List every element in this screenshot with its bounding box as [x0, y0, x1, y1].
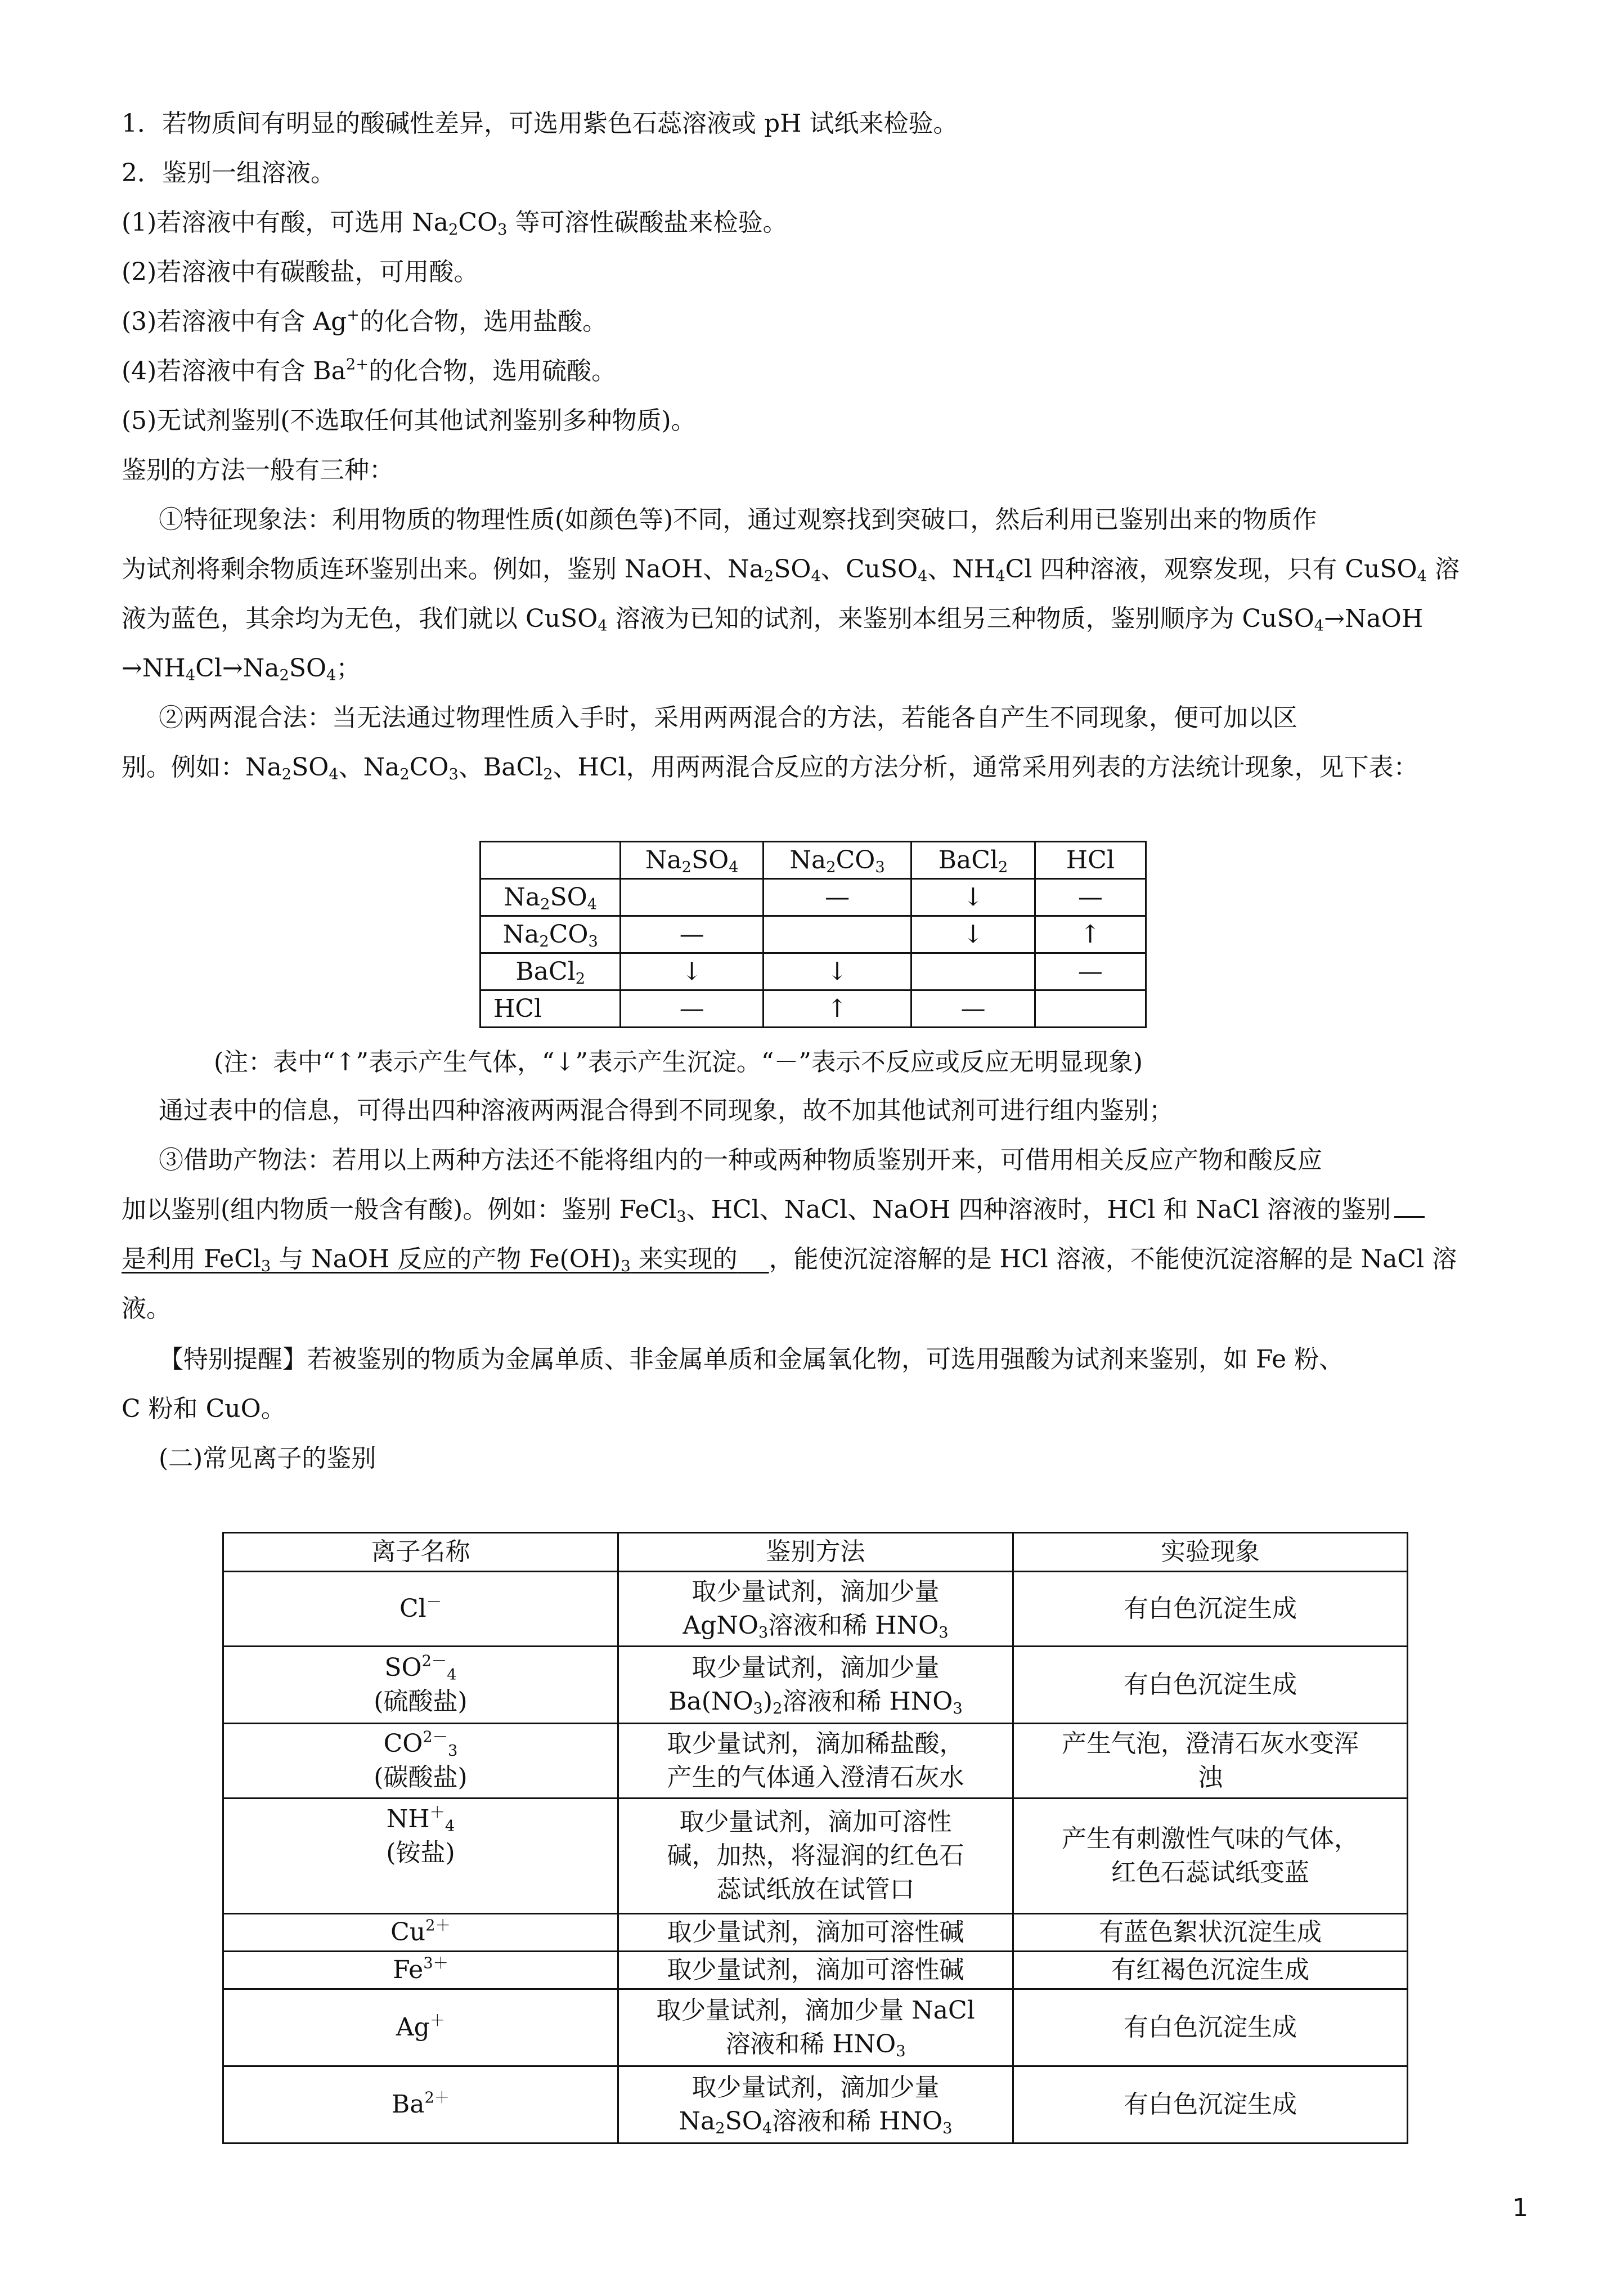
- text-fragment: HCl: [493, 994, 542, 1023]
- text-fragment: 、BaCl: [458, 753, 544, 782]
- result-cell: [1013, 1724, 1408, 1799]
- subscript: 3: [447, 1742, 458, 1760]
- text-fragment: Ag: [396, 2013, 430, 2042]
- table-row: [223, 1724, 1408, 1799]
- superscript: ＋: [429, 1804, 445, 1822]
- item-4: [122, 347, 1528, 396]
- result-cell: 有白色沉淀生成: [1013, 1989, 1408, 2066]
- text-fragment: Cl→Na: [195, 654, 280, 683]
- method-cell: [618, 1647, 1013, 1724]
- method-3-line-3: [122, 1235, 1528, 1284]
- subscript: 4: [587, 895, 598, 913]
- subscript: 4: [185, 666, 196, 684]
- subscript: 2: [681, 858, 691, 876]
- superscript: +: [347, 306, 360, 324]
- underline-blank: [1394, 1210, 1425, 1218]
- text: ③借助产物法：若用以上两种方法还不能将组内的一种或两种物质鉴别开来，可借用相关反应产物和酸反应: [159, 1146, 1322, 1174]
- method-3-line-1: [159, 1136, 1565, 1185]
- table-note: (注：表中“↑”表示产生气体，“↓”表示产生沉淀。“－”表示不反应或反应无明显现象): [214, 1048, 1143, 1077]
- paragraph-conclusion: [159, 1086, 1565, 1136]
- table-cell: —: [1035, 953, 1146, 990]
- method-3-line-4: [122, 1284, 1528, 1334]
- text-fragment: Cl 四种溶液，观察发现，只有 CuSO: [1005, 555, 1417, 584]
- text-fragment: 产生气泡，澄清石灰水变浑: [1062, 1729, 1359, 1758]
- text-fragment: 取少量试剂，滴加少量: [691, 2073, 940, 2102]
- subscript: 3: [588, 932, 598, 950]
- result-cell: 有白色沉淀生成: [1013, 1647, 1408, 1724]
- subscript: 3: [676, 1208, 686, 1226]
- subscript: 4: [762, 2119, 773, 2137]
- text: ①特征现象法：利用物质的物理性质(如颜色等)不同，通过观察找到突破口，然后利用已鉴别出来的物质作: [159, 505, 1317, 534]
- subscript: 3: [896, 2042, 906, 2060]
- item-3: [122, 297, 1528, 347]
- subscript: 3: [753, 1699, 763, 1717]
- text-fragment: SO: [291, 753, 329, 782]
- method-cell: [618, 2066, 1013, 2143]
- text-fragment: 溶: [1426, 555, 1460, 584]
- text: 液。: [122, 1294, 171, 1323]
- paragraph-2: [122, 149, 1528, 198]
- text-fragment: (碳酸盐): [374, 1763, 468, 1792]
- subscript: 3: [758, 1624, 769, 1642]
- text-fragment: 与 NaOH 反应的产物 Fe(OH): [271, 1245, 621, 1273]
- text-fragment: 为试剂将剩余物质连环鉴别出来。例如，鉴别 NaOH、Na: [122, 555, 764, 584]
- ion-cell: [223, 2066, 618, 2143]
- table-row: [223, 1952, 1408, 1989]
- text-fragment: ): [762, 1687, 773, 1716]
- text-fragment: 取少量试剂，滴加少量: [691, 1577, 940, 1606]
- special-note-line-2: [122, 1384, 1528, 1434]
- table-cell: —: [763, 879, 911, 916]
- subscript: 4: [1417, 567, 1427, 585]
- text-fragment: CO: [549, 920, 589, 949]
- text-fragment: Cl: [399, 1594, 426, 1623]
- text-fragment: SO: [774, 555, 811, 584]
- text: 的化合物，选用盐酸。: [360, 307, 608, 336]
- methods-intro: [122, 446, 1528, 495]
- table-cell: ↓: [763, 953, 911, 990]
- subscript: 2: [539, 932, 549, 950]
- text-fragment: 别。例如：Na: [122, 753, 282, 782]
- table-cell: ↓: [911, 916, 1035, 953]
- page-number: 1: [1512, 2194, 1528, 2222]
- text-fragment: 产生的气体通入澄清石灰水: [667, 1763, 964, 1792]
- text-fragment: SO: [384, 1653, 422, 1682]
- text: 的化合物，选用硫酸。: [369, 357, 617, 385]
- text-fragment: BaCl: [938, 845, 998, 875]
- table-row: [223, 2066, 1408, 2143]
- method-1-line-3: [122, 594, 1528, 644]
- method-1-line-2: [122, 545, 1528, 594]
- ion-cell: [223, 1572, 618, 1647]
- text-fragment: SO: [550, 882, 587, 912]
- superscript: 2＋: [425, 1917, 451, 1935]
- item-2: [122, 248, 1528, 297]
- subscript: 2: [764, 567, 774, 585]
- text-fragment: Na: [504, 882, 541, 912]
- ion-cell: [223, 1952, 618, 1989]
- subscript: 4: [444, 1817, 455, 1835]
- text-fragment: →NH: [122, 654, 186, 683]
- text-fragment: 蕊试纸放在试管口: [716, 1875, 915, 1904]
- subscript: 4: [729, 858, 739, 876]
- subscript: 4: [811, 567, 821, 585]
- subscript: 3: [621, 1257, 631, 1275]
- ion-cell: [223, 1989, 618, 2066]
- text: ②两两混合法：当无法通过物理性质入手时，采用两两混合的方法，若能各自产生不同现象，便可加以区: [159, 703, 1297, 732]
- text-fragment: 取少量试剂，滴加稀盐酸，: [667, 1729, 964, 1758]
- text-fragment: Na: [789, 845, 827, 875]
- text: (2)若溶液中有碳酸盐，可用酸。: [122, 258, 479, 286]
- subscript: 3: [942, 2119, 953, 2137]
- table-row: [481, 879, 1146, 916]
- row-header: [481, 879, 621, 916]
- method-2-line-2: [122, 743, 1528, 792]
- subscript: 2: [448, 221, 459, 239]
- text: (3)若溶液中有含 Ag: [122, 307, 347, 336]
- text-fragment: Ba(NO: [668, 1687, 753, 1716]
- text-fragment: 溶液和稀 HNO: [772, 2107, 943, 2136]
- text-fragment: 、NH: [927, 555, 996, 584]
- table-cell: [763, 916, 911, 953]
- ion-table: [222, 1532, 1408, 2144]
- text-fragment: CO: [409, 753, 449, 782]
- ion-cell: [223, 1914, 618, 1952]
- text: (4)若溶液中有含 Ba: [122, 357, 346, 385]
- text: (5)无试剂鉴别(不选取任何其他试剂鉴别多种物质)。: [122, 406, 696, 435]
- text-fragment: 、CuSO: [820, 555, 918, 584]
- item-1: [122, 198, 1528, 248]
- text-fragment: 取少量试剂，滴加少量: [691, 1653, 940, 1682]
- text-fragment: →NaOH: [1324, 604, 1424, 633]
- table-cell: —: [621, 916, 763, 953]
- text-fragment: Na: [679, 2107, 716, 2136]
- column-header: [763, 842, 911, 879]
- text-fragment: SO: [691, 845, 729, 875]
- table-row: [223, 1914, 1408, 1952]
- superscript: ＋: [429, 2012, 446, 2030]
- text: 通过表中的信息，可得出四种溶液两两混合得到不同现象，故不加其他试剂可进行组内鉴别；: [159, 1096, 1174, 1125]
- subscript: 2: [998, 858, 1008, 876]
- subscript: 3: [953, 1699, 963, 1717]
- row-header: [481, 990, 621, 1028]
- method-1-line-4: [122, 644, 1528, 693]
- subscript: 2: [281, 765, 292, 783]
- table-cell: ↓: [621, 953, 763, 990]
- subscript: 3: [497, 221, 508, 239]
- method-cell: [618, 1572, 1013, 1647]
- table-row: [481, 990, 1146, 1028]
- text: 【特别提醒】若被鉴别的物质为金属单质、非金属单质和金属氧化物，可选用强酸为试剂来鉴别，如 Fe 粉、: [159, 1345, 1344, 1374]
- table-row: [223, 1989, 1408, 2066]
- text: CO: [458, 208, 498, 237]
- ion-cell: [223, 1647, 618, 1724]
- method-cell: 取少量试剂，滴加可溶性碱: [618, 1952, 1013, 1989]
- paragraph-1: [122, 99, 1528, 149]
- table-row: [481, 953, 1146, 990]
- text-fragment: 溶液和稀 HNO: [768, 1611, 939, 1640]
- text-fragment: 、Na: [338, 753, 400, 782]
- table-row: [223, 1799, 1408, 1914]
- column-header: 实验现象: [1013, 1533, 1408, 1572]
- result-cell: 有蓝色絮状沉淀生成: [1013, 1914, 1408, 1952]
- subscript: 4: [918, 567, 928, 585]
- text-fragment: BaCl: [515, 957, 576, 986]
- text-fragment: 浊: [1198, 1763, 1223, 1792]
- ion-cell: [223, 1799, 618, 1914]
- text-fragment: 产生有刺激性气味的气体，: [1062, 1824, 1359, 1853]
- table-cell: [911, 953, 1035, 990]
- mixing-table: [479, 841, 1147, 1028]
- table-cell: [621, 879, 763, 916]
- table-corner-cell: [481, 842, 621, 879]
- subscript: 4: [1314, 617, 1324, 635]
- text: 等可溶性碳酸盐来检验。: [507, 208, 788, 237]
- subscript: 4: [329, 765, 339, 783]
- table-cell: ↓: [911, 879, 1035, 916]
- table-cell: ↑: [1035, 916, 1146, 953]
- text-fragment: 取少量试剂，滴加少量 NaCl: [656, 1996, 975, 2025]
- method-1-line-1: [159, 495, 1565, 545]
- text-fragment: AgNO: [682, 1611, 758, 1640]
- subscript: 2: [399, 765, 410, 783]
- text-fragment: 、HCl、NaCl、NaOH 四种溶液时，HCl 和 NaCl 溶液的鉴别: [686, 1195, 1391, 1224]
- item-5: [122, 396, 1528, 446]
- table-row: [223, 1647, 1408, 1724]
- subscript: 4: [447, 1666, 457, 1684]
- text-fragment: 来实现的: [630, 1245, 738, 1273]
- table-header-row: [223, 1533, 1408, 1572]
- text-fragment: ，能使沉淀溶解的是 HCl 溶液，不能使沉淀溶解的是 NaCl 溶: [769, 1245, 1457, 1273]
- text-fragment: 碱，加热，将湿润的红色石: [667, 1841, 964, 1870]
- result-cell: 有白色沉淀生成: [1013, 2066, 1408, 2143]
- text-fragment: 取少量试剂，滴加可溶性: [679, 1808, 952, 1836]
- text: 鉴别的方法一般有三种：: [122, 456, 394, 485]
- subscript: 2: [543, 765, 553, 783]
- text-fragment: 红色石蕊试纸变蓝: [1111, 1858, 1310, 1887]
- subscript: 4: [995, 567, 1005, 585]
- subscript: 2: [773, 1699, 783, 1717]
- section-heading: [159, 1434, 1565, 1483]
- text-fragment: SO: [289, 654, 327, 683]
- text-fragment: (铵盐): [386, 1838, 455, 1867]
- result-cell: 有白色沉淀生成: [1013, 1572, 1408, 1647]
- text-fragment: Na: [502, 920, 540, 949]
- text-fragment: Cu: [390, 1918, 426, 1947]
- subscript: 3: [448, 765, 459, 783]
- text-fragment: Ba: [391, 2090, 425, 2119]
- text-fragment: 、HCl，用两两混合反应的方法分析，通常采用列表的方法统计现象，见下表：: [553, 753, 1418, 782]
- superscript: 2－: [421, 1652, 447, 1670]
- method-3-line-2: [122, 1185, 1528, 1235]
- text-fragment: NH: [386, 1805, 430, 1833]
- text: (二)常见离子的鉴别: [159, 1444, 376, 1473]
- text-fragment: Fe: [393, 1956, 424, 1984]
- text: 2．鉴别一组溶液。: [122, 159, 335, 187]
- table-header-row: [481, 842, 1146, 879]
- table-cell: [1035, 990, 1146, 1028]
- superscript: 2－: [423, 1728, 448, 1746]
- text-fragment: CO: [836, 845, 875, 875]
- subscript: 2: [715, 2119, 725, 2137]
- table-row: [481, 916, 1146, 953]
- special-note-line-1: [159, 1335, 1565, 1384]
- superscript: 2+: [345, 356, 369, 374]
- text-fragment: 加以鉴别(组内物质一般含有酸)。例如：鉴别 FeCl: [122, 1195, 677, 1224]
- table-row: [223, 1572, 1408, 1647]
- method-2-line-1: [159, 693, 1565, 743]
- column-header: 鉴别方法: [618, 1533, 1013, 1572]
- subscript: 2: [575, 970, 586, 988]
- superscript: －: [426, 1593, 442, 1611]
- text-fragment: 溶液为已知的试剂，来鉴别本组另三种物质，鉴别顺序为 CuSO: [607, 604, 1314, 633]
- text-fragment: 是利用 FeCl: [122, 1245, 261, 1273]
- text-fragment: 溶液和稀 HNO: [725, 2030, 896, 2059]
- subscript: 4: [598, 617, 608, 635]
- method-cell: [618, 1724, 1013, 1799]
- text-fragment: HCl: [1066, 845, 1115, 875]
- subscript: 2: [540, 895, 550, 913]
- result-cell: [1013, 1799, 1408, 1914]
- text-fragment: SO: [725, 2107, 762, 2136]
- method-cell: [618, 1989, 1013, 2066]
- text-fragment: Na: [645, 845, 682, 875]
- text-fragment: 溶液和稀 HNO: [782, 1687, 953, 1716]
- table-cell: —: [621, 990, 763, 1028]
- column-header: [911, 842, 1035, 879]
- text-fragment: (硫酸盐): [374, 1687, 468, 1716]
- method-cell: 取少量试剂，滴加可溶性碱: [618, 1914, 1013, 1952]
- text: 1．若物质间有明显的酸碱性差异，可选用紫色石蕊溶液或 pH 试纸来检验。: [122, 109, 958, 138]
- column-header: 离子名称: [223, 1533, 618, 1572]
- text-fragment: 液为蓝色，其余均为无色，我们就以 CuSO: [122, 604, 598, 633]
- text: (1)若溶液中有酸，可选用 Na: [122, 208, 449, 237]
- superscript: 3＋: [423, 1954, 448, 1972]
- subscript: 2: [279, 666, 289, 684]
- row-header: [481, 953, 621, 990]
- row-header: [481, 916, 621, 953]
- subscript: 3: [939, 1624, 949, 1642]
- table-cell: —: [1035, 879, 1146, 916]
- underlined-answer: [122, 1245, 769, 1273]
- subscript: 3: [875, 858, 885, 876]
- method-cell: [618, 1799, 1013, 1914]
- text: C 粉和 CuO。: [122, 1394, 286, 1423]
- superscript: 2＋: [424, 2089, 450, 2107]
- ion-cell: [223, 1724, 618, 1799]
- result-cell: 有红褐色沉淀生成: [1013, 1952, 1408, 1989]
- text-fragment: ；: [336, 654, 361, 683]
- table-cell: ↑: [763, 990, 911, 1028]
- column-header: [1035, 842, 1146, 879]
- table-cell: —: [911, 990, 1035, 1028]
- column-header: [621, 842, 763, 879]
- subscript: 2: [826, 858, 836, 876]
- text-fragment: CO: [383, 1729, 423, 1758]
- subscript: 4: [326, 666, 336, 684]
- subscript: 3: [261, 1257, 271, 1275]
